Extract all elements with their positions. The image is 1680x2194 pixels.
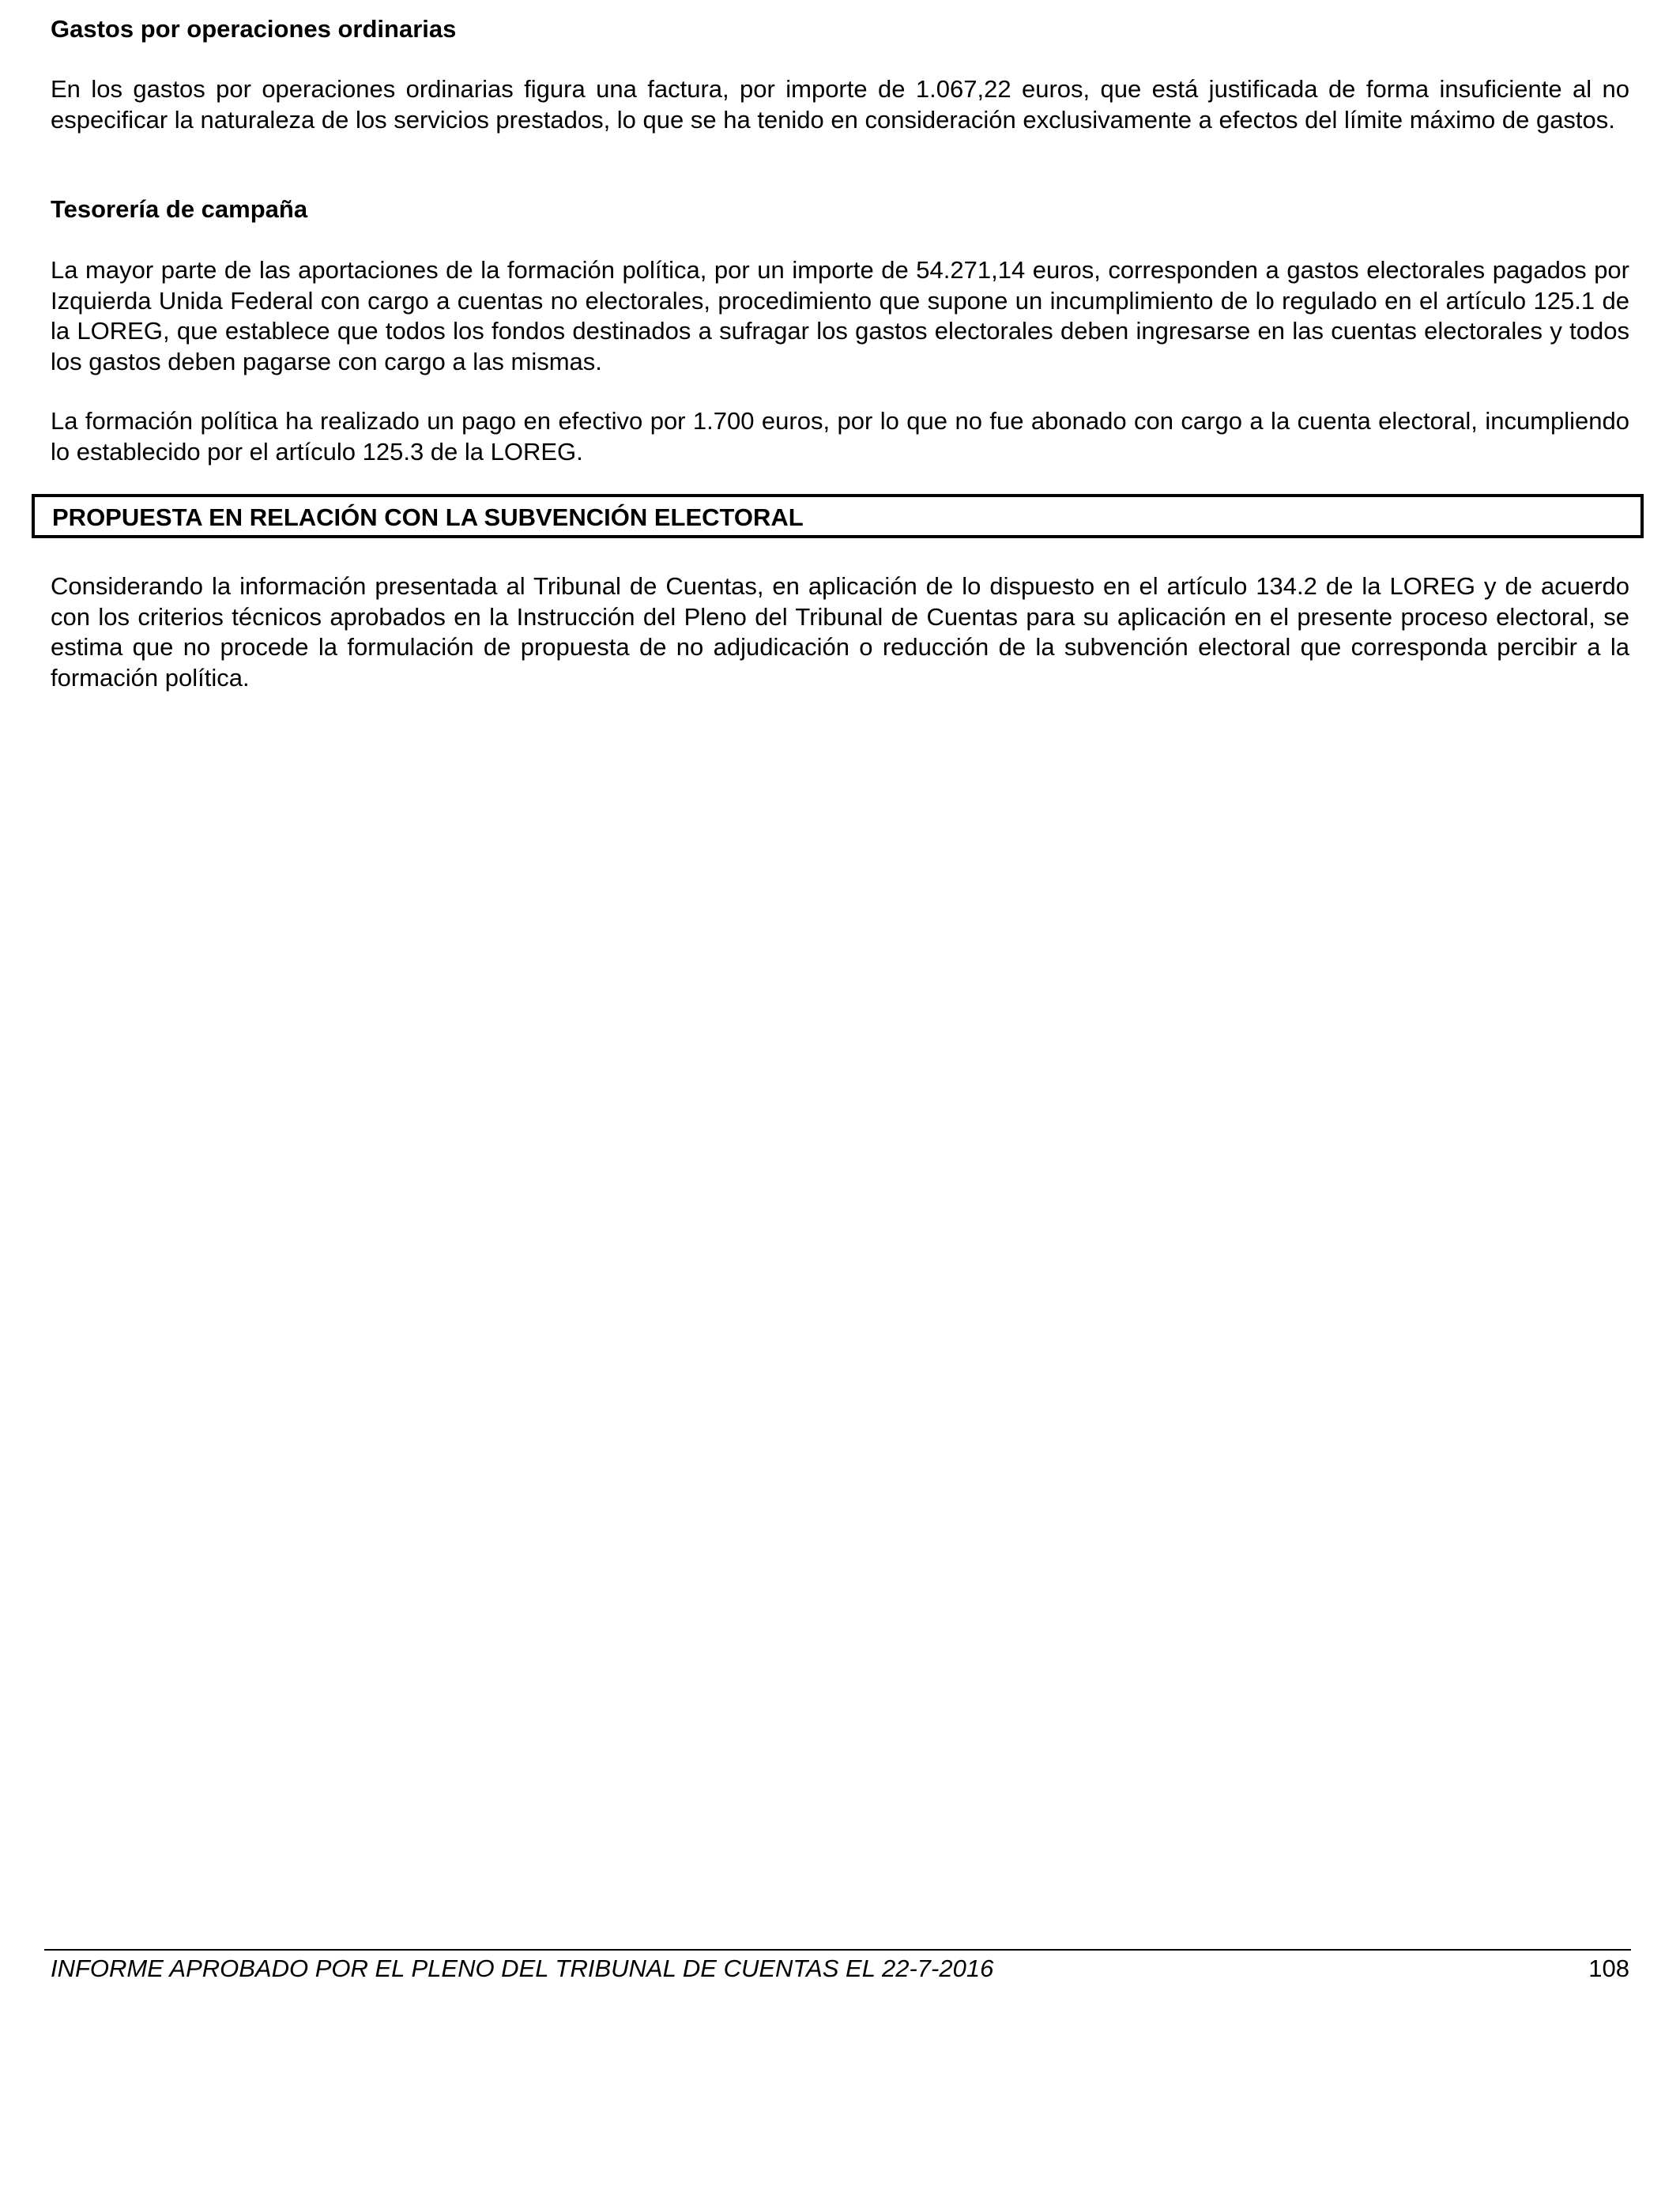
paragraph-gastos: En los gastos por operaciones ordinarias figura una factura, por importe de 1.067,22 euros, que está justificada de forma insuficiente al no especificar la naturaleza de los servicios prestados, lo que se ha tenido en consideración exclusivamente a efectos del límite máximo de gastos.: [51, 75, 1629, 134]
paragraph-tesoreria-1: La mayor parte de las aportaciones de la formación política, por un importe de 54.271,14 euros, corresponden a gastos electorales pagados por Izquierda Unida Federal con cargo a cuentas no electorales, procedimiento que supone un incumplimiento de lo regulado en el artículo 125.1 de la LOREG, que establece que todos los fondos destinados a sufragar los gastos electorales deben ingresarse en las cuentas electorales y todos los gastos deben pagarse con cargo a las mismas.: [51, 256, 1629, 375]
footer-report-title: INFORME APROBADO POR EL PLENO DEL TRIBUNAL DE CUENTAS EL 22-7-2016: [51, 1955, 994, 1982]
section-heading-propuesta: PROPUESTA EN RELACIÓN CON LA SUBVENCIÓN ELECTORAL: [52, 503, 804, 531]
page-number: 108: [1588, 1955, 1629, 1982]
section-heading-gastos: Gastos por operaciones ordinarias: [51, 15, 457, 43]
section-heading-tesoreria: Tesorería de campaña: [51, 195, 308, 223]
footer-divider: [44, 1949, 1631, 1951]
paragraph-propuesta: Considerando la información presentada al Tribunal de Cuentas, en aplicación de lo dispuesto en el artículo 134.2 de la LOREG y de acuerdo con los criterios técnicos aprobados en la Instrucción del Pleno del Tribunal de Cuentas para su aplicación en el presente proceso electoral, se estima que no procede la formulación de propuesta de no adjudicación o reducción de la subvención electoral que corresponda percibir a la formación política.: [51, 572, 1629, 692]
paragraph-tesoreria-2: La formación política ha realizado un pago en efectivo por 1.700 euros, por lo que no fue abonado con cargo a la cuenta electoral, incumpliendo lo establecido por el artículo 125.3 de la LOREG.: [51, 407, 1629, 466]
section-heading-box-propuesta: [32, 494, 1644, 538]
